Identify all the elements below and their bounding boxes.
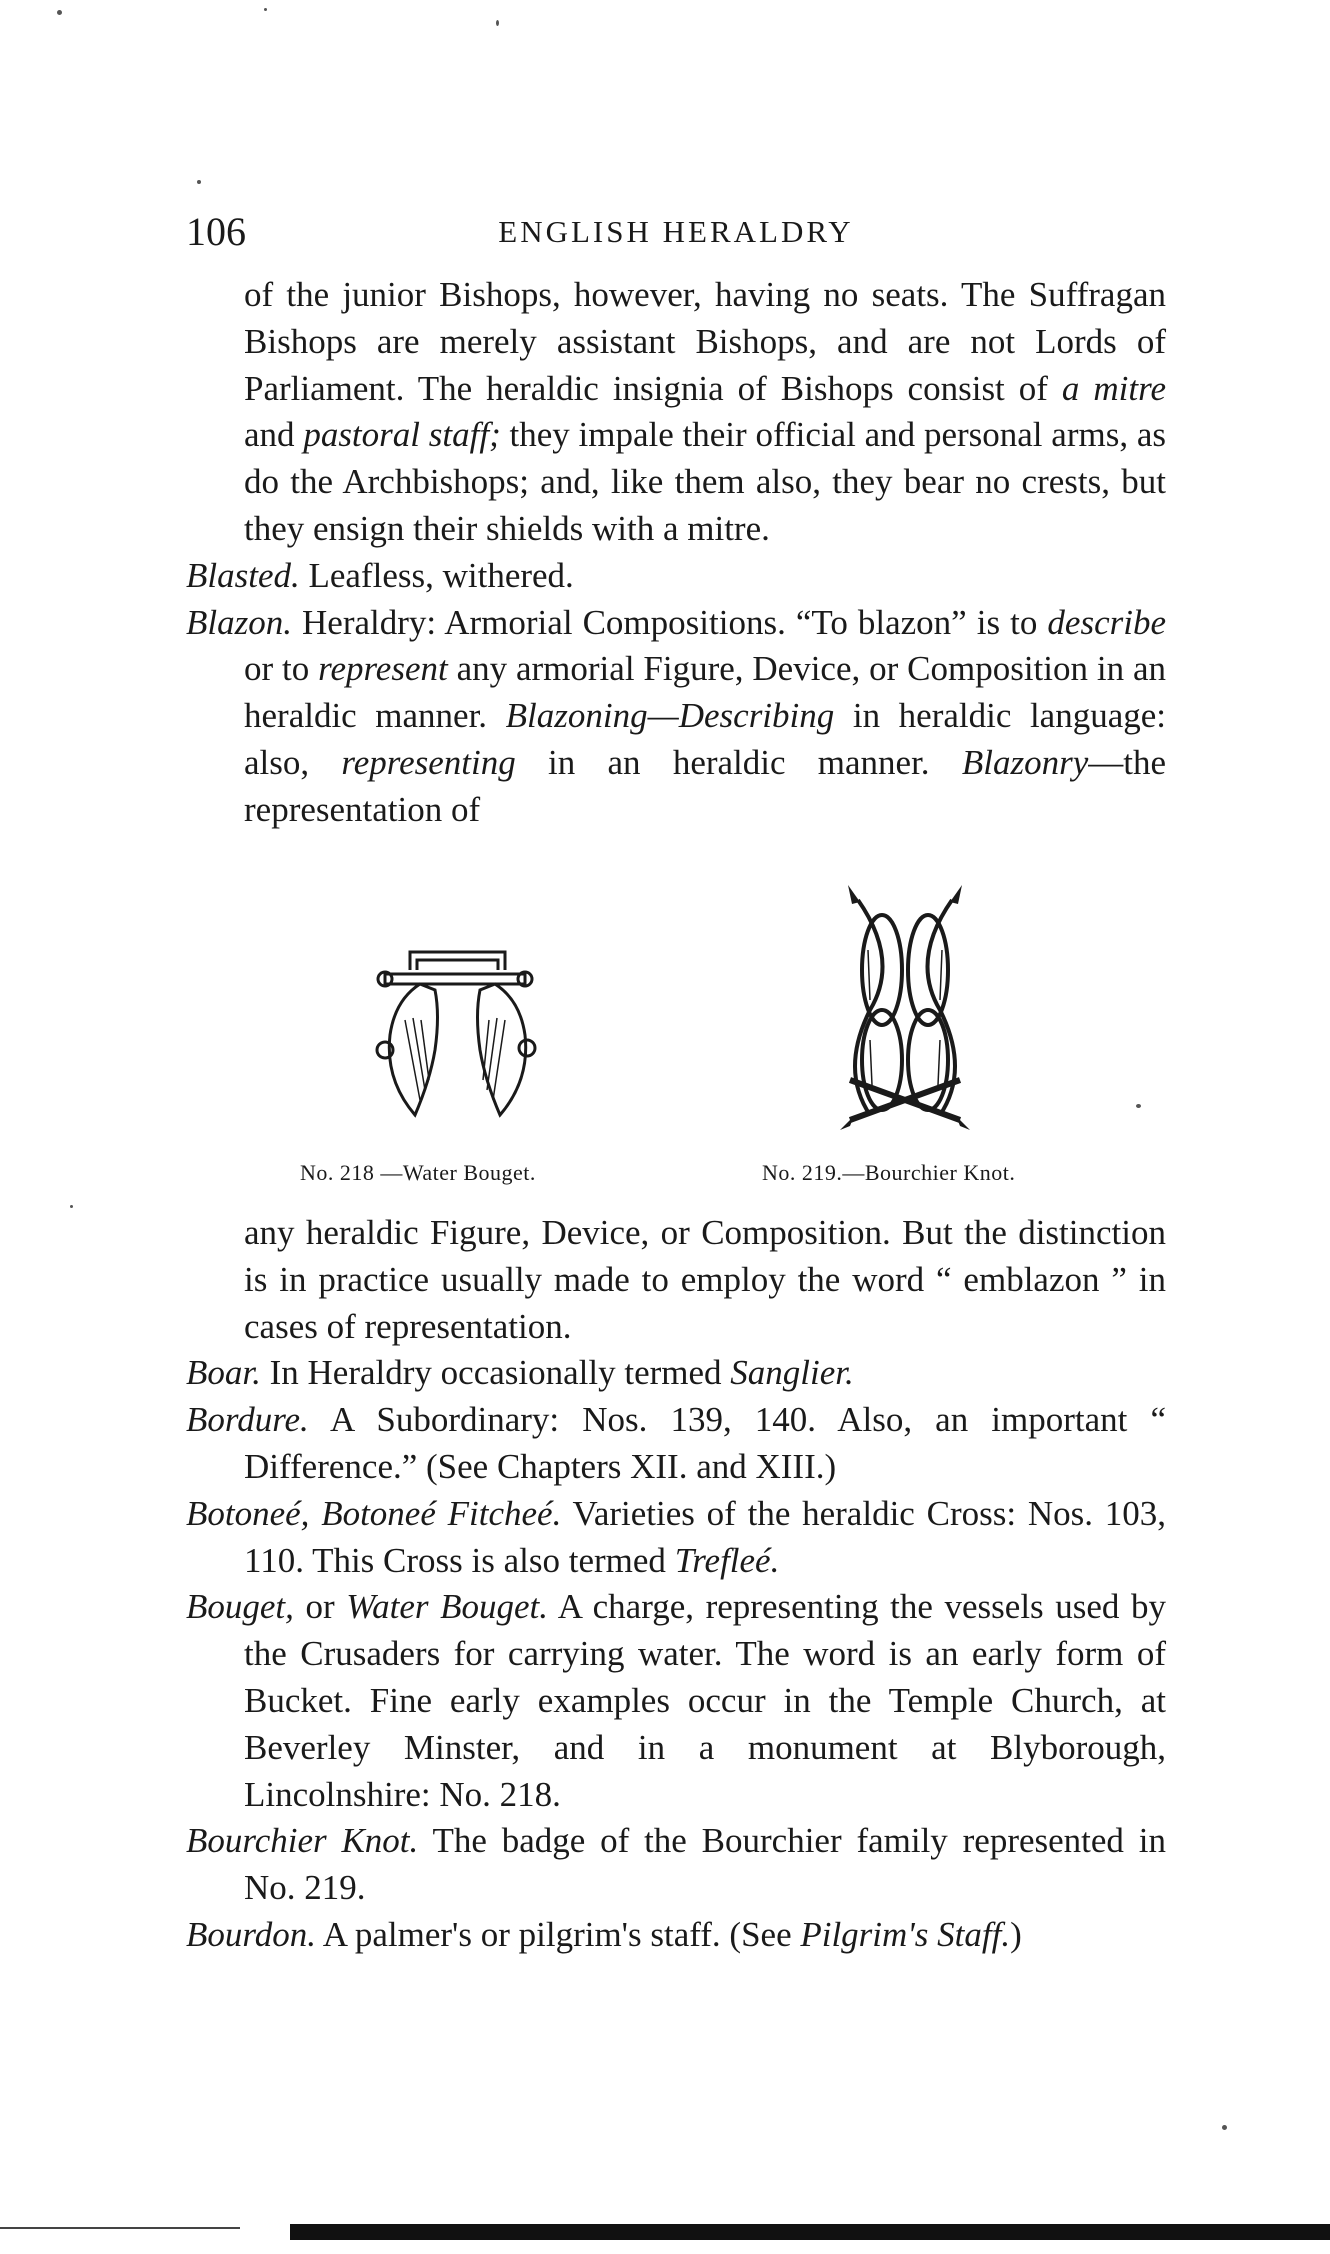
entry-text: any armorial Figure, Device, or Composition in an heraldic manner. bbox=[244, 649, 1166, 736]
italic-run: Blazonry bbox=[961, 742, 1089, 782]
scan-speck bbox=[197, 180, 201, 184]
entry-boar bbox=[186, 1350, 1166, 1397]
scan-speck bbox=[57, 10, 62, 15]
italic-run: Trefleé. bbox=[674, 1540, 780, 1580]
bishops-paragraph bbox=[186, 272, 1166, 553]
entry-term: Boar. bbox=[186, 1353, 261, 1393]
italic-run: describe bbox=[1047, 602, 1166, 642]
italic-run: pastoral staff; bbox=[303, 415, 501, 455]
entry-text: Heraldry: Armorial Compositions. “To blazon” is to bbox=[291, 602, 1048, 642]
entry-text: Varieties of the heraldic Cross: Nos. 103, 110. This Cross is also termed bbox=[244, 1493, 1166, 1580]
entry-text: A palmer's or pilgrim's staff. (See bbox=[315, 1914, 801, 1954]
text-run: they impale their official and personal arms, as do the Archbishops; and, like them also, they bear no crests, but they ensign their shields with a mitre. bbox=[244, 415, 1166, 548]
entry-bourchier-knot bbox=[186, 1818, 1166, 1912]
italic-run: Pilgrim's Staff. bbox=[800, 1914, 1011, 1954]
entry-bourdon bbox=[186, 1912, 1166, 1959]
entry-term: Bouget, bbox=[186, 1587, 294, 1627]
scan-speck bbox=[1136, 1104, 1141, 1108]
bottom-rule-thick bbox=[290, 2224, 1330, 2240]
entry-text: Leafless, withered. bbox=[299, 555, 574, 595]
entry-term: Blazon. bbox=[186, 602, 292, 642]
entry-text: In Heraldry occasionally termed bbox=[260, 1353, 731, 1393]
entry-term: Bourchier Knot. bbox=[186, 1821, 419, 1861]
entry-text: A Subordinary: Nos. 139, 140. Also, an important “ Difference.” (See Chapters XII. and XIII.) bbox=[244, 1400, 1166, 1486]
scan-speck bbox=[496, 20, 499, 26]
entry-term: Botoneé Fitcheé. bbox=[321, 1493, 562, 1533]
bourchier-knot-figure bbox=[830, 880, 980, 1140]
entry-text: ) bbox=[1010, 1914, 1022, 1954]
entry-term: Water Bouget. bbox=[346, 1587, 549, 1627]
caption-218: No. 218 —Water Bouget. bbox=[300, 1160, 536, 1185]
entry-text: or to bbox=[244, 649, 319, 689]
italic-run: a mitre bbox=[1061, 368, 1166, 408]
water-bouget-figure bbox=[355, 940, 555, 1140]
entry-bordure bbox=[186, 1397, 1166, 1491]
entry-text: —the representation of bbox=[244, 742, 1166, 829]
bottom-rule-thin bbox=[0, 2227, 240, 2229]
entry-text: The badge of the Bourchier family represented in No. 219. bbox=[244, 1821, 1166, 1908]
text-run: of the junior Bishops, however, having no seats. The Suffragan Bishops are merely assistant Bishops, and are not Lords of Parliament. The heraldic insignia of Bishops consist of bbox=[244, 275, 1166, 408]
italic-run: representing bbox=[341, 742, 516, 782]
entry-text: in heraldic language: also, bbox=[244, 696, 1167, 782]
entry-blasted bbox=[186, 553, 1166, 600]
caption-219: No. 219.—Bourchier Knot. bbox=[762, 1160, 1016, 1185]
entry-term: Bourdon. bbox=[186, 1914, 316, 1954]
page-number: 106 bbox=[186, 209, 246, 254]
italic-run: Sanglier. bbox=[730, 1353, 854, 1393]
text-run: and bbox=[244, 415, 304, 455]
entry-term: Blasted. bbox=[186, 555, 300, 595]
entry-term: Botoneé, bbox=[186, 1493, 310, 1533]
entry-bouget bbox=[186, 1584, 1166, 1818]
entry-text: in an heraldic manner. bbox=[515, 742, 962, 782]
scan-speck bbox=[70, 1205, 73, 1208]
entry-text: or bbox=[293, 1587, 347, 1627]
entry-term: Bordure. bbox=[186, 1400, 309, 1440]
text-block-upper bbox=[186, 272, 1166, 834]
blazon-continuation: any heraldic Figure, Device, or Composition. But the distinction is in practice usually made to employ the word “ emblazon ” in cases of representation. bbox=[244, 1213, 1166, 1346]
text-block-lower bbox=[186, 1210, 1166, 1959]
entry-text: A charge, representing the vessels used by the Crusaders for carrying water. The word is an early form of Bucket. Fine early examples occur in the Temple Church, at Beverley Minster, and in a monument at Blyborough, Lincolnshire: No. 218. bbox=[244, 1587, 1167, 1814]
entry-blazon bbox=[186, 600, 1166, 834]
italic-run: Blazoning—Describing bbox=[505, 696, 835, 736]
entry-botonee bbox=[186, 1491, 1166, 1585]
scan-speck bbox=[264, 8, 267, 11]
page-header bbox=[186, 208, 1166, 258]
running-title: ENGLISH HERALDRY bbox=[498, 214, 854, 249]
italic-run: represent bbox=[318, 649, 448, 689]
scan-speck bbox=[1222, 2125, 1227, 2130]
